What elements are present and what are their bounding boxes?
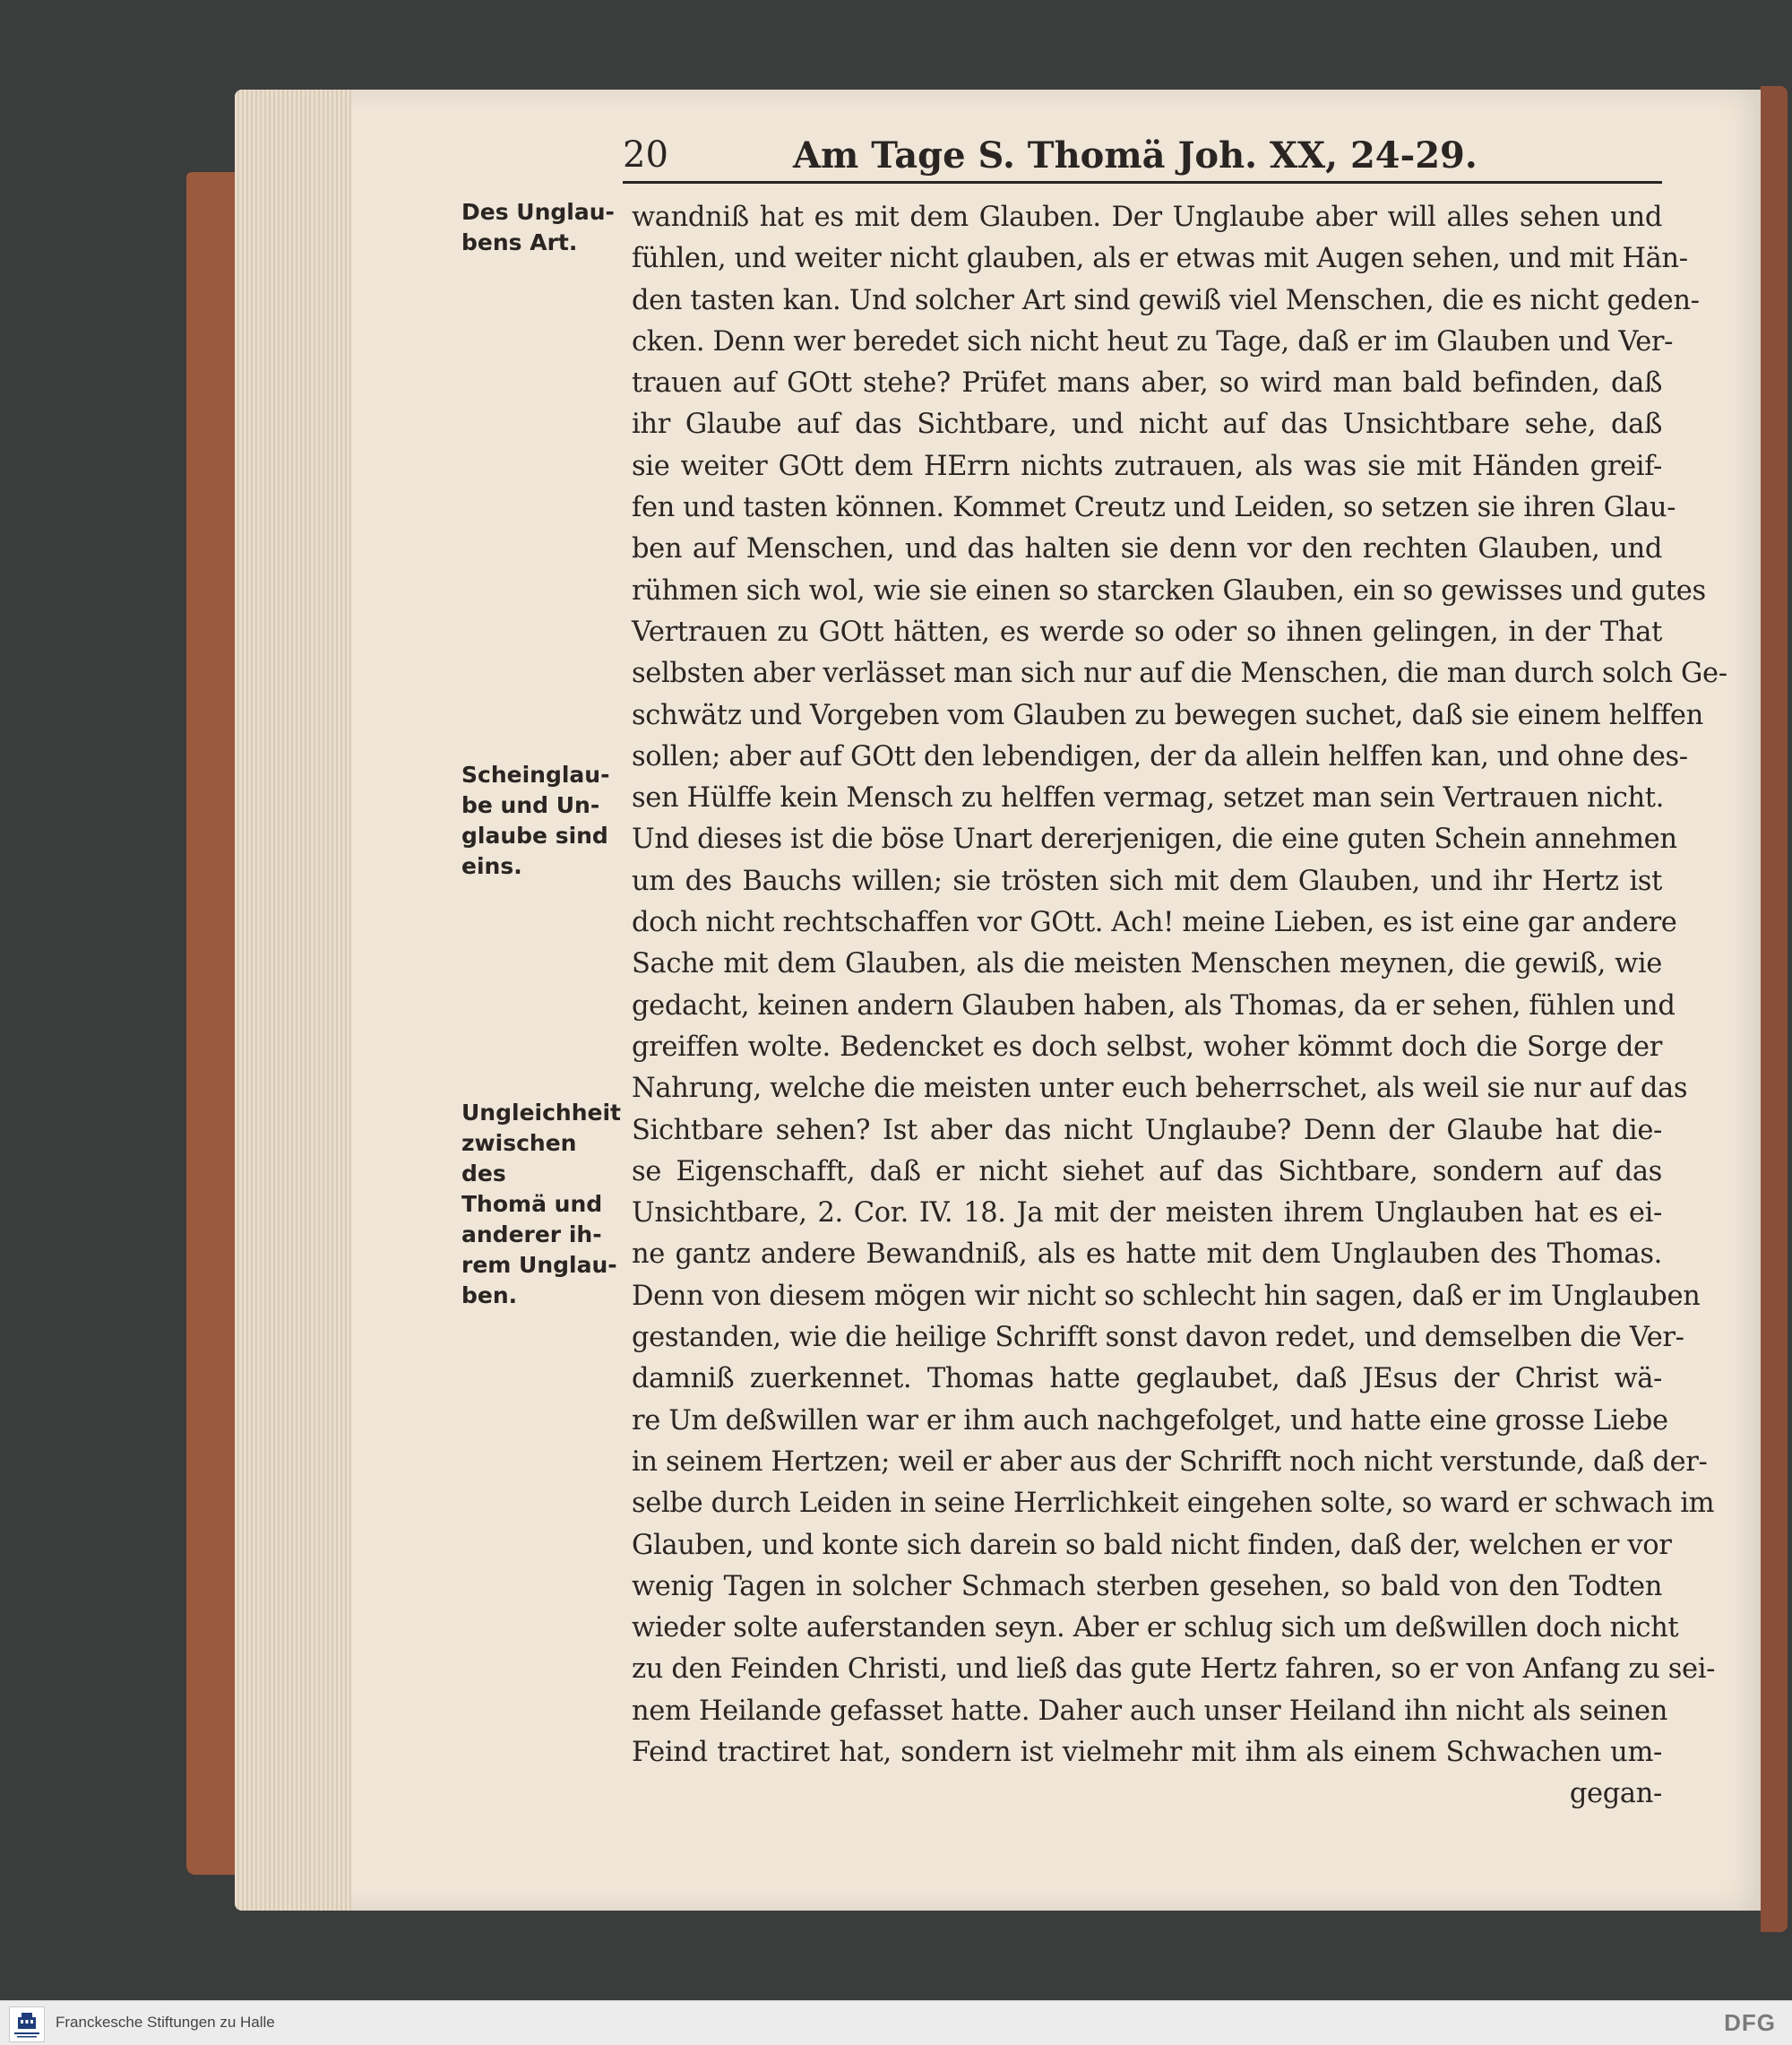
text-line: sollen; aber auf GOtt den lebendigen, der da allein helffen kan, und ohne des- bbox=[632, 740, 1688, 772]
text-line: Glauben, und konte sich darein so bald nicht finden, daß der, welchen er vor bbox=[632, 1529, 1672, 1561]
text-line: Sache mit dem Glauben, als die meisten Menschen meynen, die gewiß, wie bbox=[632, 948, 1662, 980]
text-line: Vertrauen zu GOtt hätten, es werde so oder so ihnen gelingen, in der That bbox=[632, 616, 1662, 648]
head-rule bbox=[623, 181, 1662, 184]
book-cover-right-edge bbox=[1761, 86, 1788, 1932]
running-head-title: Am Tage S. Thomä Joh. XX, 24-29. bbox=[793, 134, 1478, 177]
text-line: re Um deßwillen war er ihm auch nachgefolget, und hatte eine grosse Liebe bbox=[632, 1404, 1668, 1437]
text-line: fen und tasten können. Kommet Creutz und Leiden, so setzen sie ihren Glau- bbox=[632, 492, 1676, 524]
text-line: sie weiter GOtt dem HErrn nichts zutrauen, als was sie mit Händen greif- bbox=[632, 450, 1662, 482]
dfg-logo: DFG bbox=[1724, 2009, 1776, 2036]
text-line: Und dieses ist die böse Unart dererjenigen, die eine guten Schein annehmen bbox=[632, 824, 1677, 856]
text-line: fühlen, und weiter nicht glauben, als er etwas mit Augen sehen, und mit Hän- bbox=[632, 243, 1688, 275]
margin-note-scheinglaube: Scheinglau- be und Un- glaube sind eins. bbox=[461, 762, 610, 879]
text-line: trauen auf GOtt stehe? Prüfet mans aber, so wird man bald befinden, daß bbox=[632, 367, 1662, 400]
text-line: selbsten aber verlässet man sich nur auf die Menschen, die man durch solch Ge- bbox=[632, 658, 1727, 690]
text-line: greiffen wolte. Bedencket es doch selbst, woher kömmt doch die Sorge der bbox=[632, 1031, 1662, 1063]
text-line: ben auf Menschen, und das halten sie denn vor den rechten Glauben, und bbox=[632, 533, 1662, 565]
text-line: doch nicht rechtschaffen vor GOtt. Ach! meine Lieben, es ist eine gar andere bbox=[632, 907, 1677, 939]
page-number: 20 bbox=[623, 134, 668, 176]
institution-name: Franckesche Stiftungen zu Halle bbox=[56, 2014, 275, 2031]
page-stack-edges bbox=[235, 90, 351, 1911]
text-line: wieder solte auferstanden seyn. Aber er schlug sich um deßwillen doch nicht bbox=[632, 1612, 1679, 1644]
text-line: wenig Tagen in solcher Schmach sterben gesehen, so bald von den Todten bbox=[632, 1570, 1662, 1602]
text-line: gedacht, keinen andern Glauben haben, als Thomas, da er sehen, fühlen und bbox=[632, 989, 1676, 1022]
text-line: zu den Feinden Christi, und ließ das gute Hertz fahren, so er von Anfang zu sei- bbox=[632, 1653, 1716, 1686]
text-line: Denn von diesem mögen wir nicht so schlecht hin sagen, daß er im Unglauben bbox=[632, 1280, 1701, 1312]
text-line: um des Bauchs willen; sie trösten sich mit dem Glauben, und ihr Hertz ist bbox=[632, 865, 1662, 897]
text-line: Feind tractiret hat, sondern ist vielmehr mit ihm als einem Schwachen um- bbox=[632, 1736, 1662, 1768]
text-line: wandniß hat es mit dem Glauben. Der Unglaube aber will alles sehen und bbox=[632, 202, 1662, 233]
franckesche-stiftungen-logo-icon bbox=[9, 2006, 45, 2042]
catchword: gegan- bbox=[1569, 1778, 1662, 1810]
text-line: ihr Glaube auf das Sichtbare, und nicht auf das Unsichtbare sehe, daß bbox=[632, 409, 1662, 441]
body-text bbox=[632, 197, 1727, 1816]
text-line: Sichtbare sehen? Ist aber das nicht Unglaube? Denn der Glaube hat die- bbox=[632, 1114, 1662, 1146]
text-line: in seinem Hertzen; weil er aber aus der Schrifft noch nicht verstunde, daß der- bbox=[632, 1445, 1708, 1478]
text-line: damniß zuerkennet. Thomas hatte geglaubet, daß JEsus der Christ wä- bbox=[632, 1363, 1662, 1395]
text-line: cken. Denn wer beredet sich nicht heut zu Tage, daß er im Glauben und Ver- bbox=[632, 325, 1674, 358]
text-line: Unsichtbare, 2. Cor. IV. 18. Ja mit der meisten ihrem Unglauben hat es ei- bbox=[632, 1197, 1662, 1230]
text-line: sen Hülffe kein Mensch zu helffen vermag, setzet man sein Vertrauen nicht. bbox=[632, 782, 1665, 815]
text-line: den tasten kan. Und solcher Art sind gewiß viel Menschen, die es nicht geden- bbox=[632, 284, 1700, 316]
text-line: se Eigenschafft, daß er nicht siehet auf das Sichtbare, sondern auf das bbox=[632, 1155, 1662, 1187]
viewer-footer bbox=[0, 2000, 1792, 2045]
running-head bbox=[623, 134, 1680, 188]
text-line: schwätz und Vorgeben vom Glauben zu bewegen suchet, daß sie einem helffen bbox=[632, 699, 1703, 731]
margin-note-ungleichheit: Ungleichheit zwischen des Thomä und anderer ih- rem Unglau- ben. bbox=[461, 1100, 621, 1308]
page-content bbox=[461, 125, 1727, 1828]
text-line: nem Heilande gefasset hatte. Daher auch unser Heiland ihn nicht als seinen bbox=[632, 1695, 1668, 1727]
text-line: selbe durch Leiden in seine Herrlichkeit eingehen solte, so ward er schwach im bbox=[632, 1488, 1715, 1520]
text-line: Nahrung, welche die meisten unter euch beherrschet, als weil sie nur auf das bbox=[632, 1073, 1688, 1105]
text-line: gestanden, wie die heilige Schrifft sonst davon redet, und demselben die Ver- bbox=[632, 1322, 1684, 1354]
margin-note-unglaubens-art: Des Unglau- bens Art. bbox=[461, 199, 615, 255]
text-line: ne gantz andere Bewandniß, als es hatte mit dem Unglauben des Thomas. bbox=[632, 1238, 1662, 1271]
text-line: rühmen sich wol, wie sie einen so starcken Glauben, ein so gewisses und gutes bbox=[632, 574, 1706, 607]
